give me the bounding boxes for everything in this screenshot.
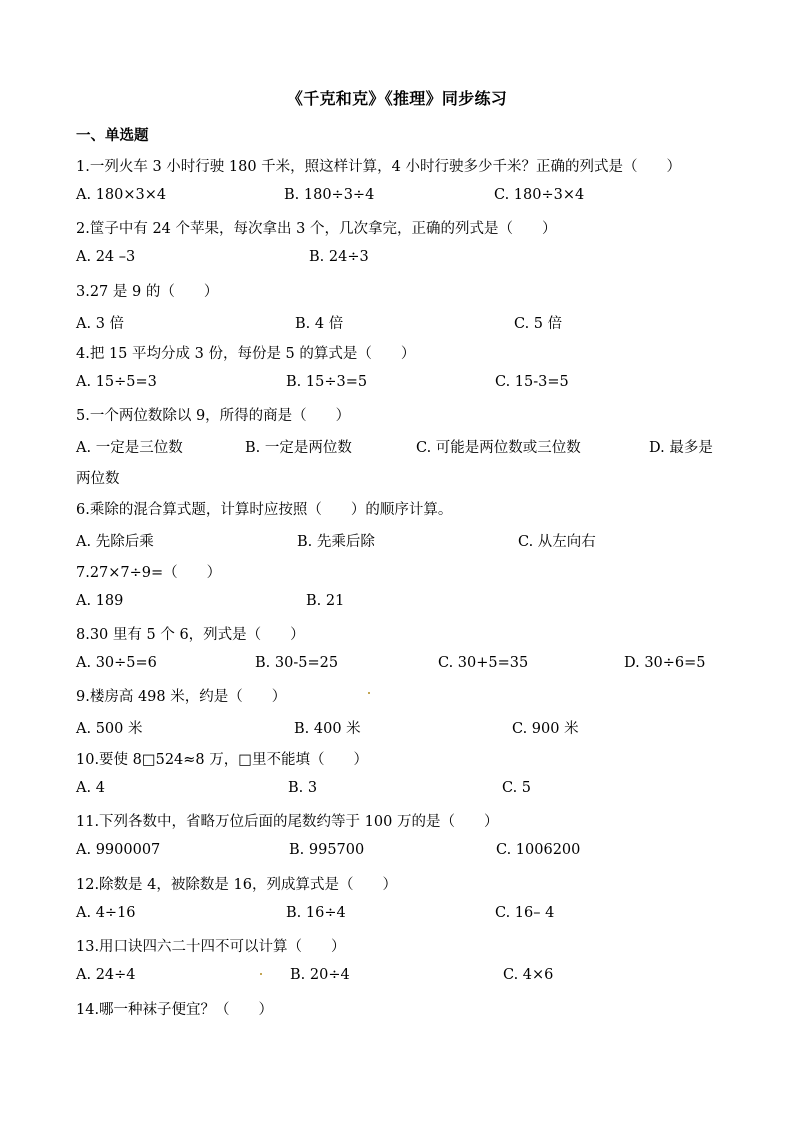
q3-option-a: A. 3 倍 bbox=[76, 316, 125, 332]
q11-option-b: B. 995700 bbox=[289, 842, 365, 858]
q7-option-a: A. 189 bbox=[76, 593, 124, 609]
scan-speck bbox=[260, 973, 262, 975]
q8-option-d: D. 30÷6=5 bbox=[624, 655, 706, 671]
q4-option-b: B. 15÷3=5 bbox=[286, 374, 368, 390]
q3-option-b: B. 4 倍 bbox=[295, 316, 344, 332]
question-10: 10.要使 8□524≈8 万，□里不能填（ ） bbox=[76, 752, 368, 768]
question-5: 5.一个两位数除以 9，所得的商是（ ） bbox=[76, 408, 351, 424]
q9-option-c: C. 900 米 bbox=[512, 721, 579, 737]
section-heading: 一、单选题 bbox=[76, 127, 149, 144]
question-8: 8.30 里有 5 个 6，列式是（ ） bbox=[76, 627, 305, 643]
q5-option-a: A. 一定是三位数 bbox=[76, 440, 183, 456]
question-1: 1.一列火车 3 小时行驶 180 千米，照这样计算，4 小时行驶多少千米？正确的列式是（ ） bbox=[76, 159, 682, 175]
q3-option-c: C. 5 倍 bbox=[514, 316, 563, 332]
q9-option-b: B. 400 米 bbox=[294, 721, 361, 737]
q8-option-a: A. 30÷5=6 bbox=[76, 655, 157, 671]
q13-option-b: B. 20÷4 bbox=[290, 967, 350, 983]
q11-option-c: C. 1006200 bbox=[496, 842, 581, 858]
q10-option-a: A. 4 bbox=[76, 780, 105, 796]
q2-option-a: A. 24 –3 bbox=[76, 249, 136, 265]
q5-option-d: D. 最多是 bbox=[649, 440, 713, 456]
question-13: 13.用口诀四六二十四不可以计算（ ） bbox=[76, 939, 346, 955]
q2-option-b: B. 24÷3 bbox=[309, 249, 369, 265]
q6-option-c: C. 从左向右 bbox=[518, 534, 596, 550]
q12-option-c: C. 16– 4 bbox=[495, 905, 555, 921]
q1-option-b: B. 180÷3÷4 bbox=[284, 187, 375, 203]
q4-option-a: A. 15÷5=3 bbox=[76, 374, 157, 390]
q8-option-c: C. 30+5=35 bbox=[438, 655, 529, 671]
q5-option-b: B. 一定是两位数 bbox=[245, 440, 352, 456]
scan-speck bbox=[368, 692, 370, 694]
q6-option-a: A. 先除后乘 bbox=[76, 534, 154, 550]
question-2: 2.筐子中有 24 个苹果，每次拿出 3 个，几次拿完，正确的列式是（ ） bbox=[76, 221, 557, 237]
question-7: 7.27×7÷9=（ ） bbox=[76, 565, 222, 581]
q11-option-a: A. 9900007 bbox=[76, 842, 161, 858]
q5-option-d-continued: 两位数 bbox=[76, 471, 120, 487]
q10-option-b: B. 3 bbox=[288, 780, 318, 796]
q9-option-a: A. 500 米 bbox=[76, 721, 143, 737]
q13-option-c: C. 4×6 bbox=[503, 967, 554, 983]
question-14: 14.哪一种袜子便宜？（ ） bbox=[76, 1002, 274, 1018]
question-4: 4.把 15 平均分成 3 份，每份是 5 的算式是（ ） bbox=[76, 346, 416, 362]
q8-option-b: B. 30-5=25 bbox=[255, 655, 339, 671]
q13-option-a: A. 24÷4 bbox=[76, 967, 136, 983]
q6-option-b: B. 先乘后除 bbox=[297, 534, 375, 550]
q1-option-a: A. 180×3×4 bbox=[76, 187, 167, 203]
q1-option-c: C. 180÷3×4 bbox=[494, 187, 585, 203]
question-11: 11.下列各数中，省略万位后面的尾数约等于 100 万的是（ ） bbox=[76, 814, 499, 830]
q7-option-b: B. 21 bbox=[306, 593, 345, 609]
q4-option-c: C. 15-3=5 bbox=[495, 374, 569, 390]
question-9: 9.楼房高 498 米，约是（ ） bbox=[76, 689, 287, 705]
q12-option-b: B. 16÷4 bbox=[286, 905, 346, 921]
q5-option-c: C. 可能是两位数或三位数 bbox=[416, 440, 581, 456]
question-3: 3.27 是 9 的（ ） bbox=[76, 284, 219, 300]
q10-option-c: C. 5 bbox=[502, 780, 532, 796]
question-6: 6.乘除的混合算式题，计算时应按照（ ）的顺序计算。 bbox=[76, 502, 453, 518]
page-title: 《千克和克》《推理》同步练习 bbox=[286, 89, 508, 108]
question-12: 12.除数是 4，被除数是 16，列成算式是（ ） bbox=[76, 877, 397, 893]
q12-option-a: A. 4÷16 bbox=[76, 905, 136, 921]
